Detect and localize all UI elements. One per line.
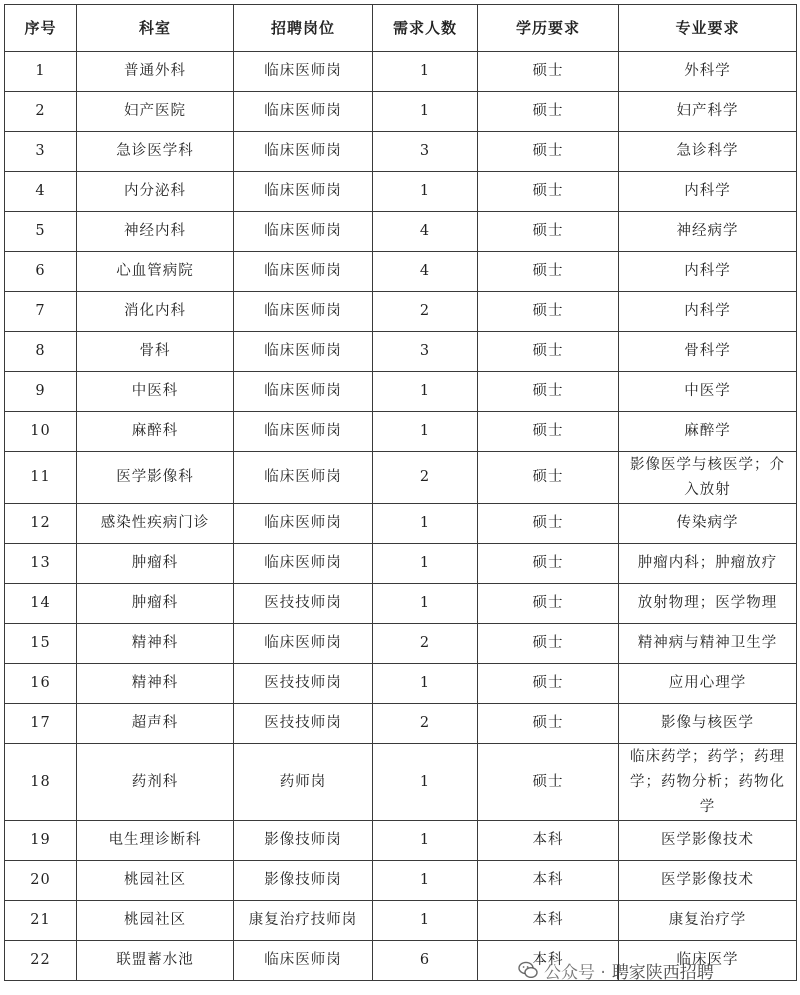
cell-index: 10 xyxy=(5,412,77,452)
cell-education: 本科 xyxy=(478,861,619,901)
table-body xyxy=(5,52,797,981)
cell-index: 21 xyxy=(5,901,77,941)
cell-headcount: 3 xyxy=(373,132,478,172)
cell-position: 康复治疗技师岗 xyxy=(234,901,373,941)
watermark-label: 公众号 · xyxy=(544,962,606,983)
cell-major: 骨科学 xyxy=(619,332,797,372)
header-department: 科室 xyxy=(77,5,234,52)
cell-department: 医学影像科 xyxy=(77,452,234,504)
table-row xyxy=(5,292,797,332)
cell-major: 妇产科学 xyxy=(619,92,797,132)
cell-major: 内科学 xyxy=(619,292,797,332)
cell-index: 8 xyxy=(5,332,77,372)
cell-headcount: 1 xyxy=(373,584,478,624)
cell-department: 骨科 xyxy=(77,332,234,372)
cell-position: 临床医师岗 xyxy=(234,212,373,252)
cell-major: 临床医学 xyxy=(619,941,797,981)
cell-major: 神经病学 xyxy=(619,212,797,252)
cell-position: 临床医师岗 xyxy=(234,412,373,452)
cell-index: 4 xyxy=(5,172,77,212)
table-row xyxy=(5,544,797,584)
cell-major: 传染病学 xyxy=(619,504,797,544)
cell-headcount: 1 xyxy=(373,744,478,821)
cell-index: 22 xyxy=(5,941,77,981)
header-index: 序号 xyxy=(5,5,77,52)
cell-index: 1 xyxy=(5,52,77,92)
cell-department: 妇产医院 xyxy=(77,92,234,132)
cell-education: 硕士 xyxy=(478,52,619,92)
cell-major: 临床药学；药学；药理学；药物分析；药物化学 xyxy=(619,744,797,821)
cell-headcount: 2 xyxy=(373,452,478,504)
cell-headcount: 2 xyxy=(373,624,478,664)
cell-education: 硕士 xyxy=(478,372,619,412)
cell-major: 康复治疗学 xyxy=(619,901,797,941)
cell-headcount: 1 xyxy=(373,664,478,704)
cell-headcount: 6 xyxy=(373,941,478,981)
cell-index: 6 xyxy=(5,252,77,292)
cell-department: 普通外科 xyxy=(77,52,234,92)
cell-position: 临床医师岗 xyxy=(234,172,373,212)
cell-index: 18 xyxy=(5,744,77,821)
cell-department: 内分泌科 xyxy=(77,172,234,212)
cell-index: 19 xyxy=(5,821,77,861)
cell-position: 临床医师岗 xyxy=(234,52,373,92)
cell-department: 急诊医学科 xyxy=(77,132,234,172)
cell-headcount: 4 xyxy=(373,212,478,252)
cell-headcount: 2 xyxy=(373,292,478,332)
watermark-account-name: 聘家陕西招聘 xyxy=(611,962,714,983)
cell-education: 硕士 xyxy=(478,212,619,252)
table-row xyxy=(5,901,797,941)
table-row xyxy=(5,624,797,664)
cell-position: 医技技师岗 xyxy=(234,704,373,744)
cell-index: 5 xyxy=(5,212,77,252)
cell-index: 13 xyxy=(5,544,77,584)
table-row xyxy=(5,504,797,544)
table-row xyxy=(5,372,797,412)
table-row xyxy=(5,52,797,92)
cell-department: 超声科 xyxy=(77,704,234,744)
cell-headcount: 1 xyxy=(373,861,478,901)
cell-headcount: 1 xyxy=(373,372,478,412)
cell-major: 麻醉学 xyxy=(619,412,797,452)
cell-education: 本科 xyxy=(478,821,619,861)
cell-index: 15 xyxy=(5,624,77,664)
cell-education: 硕士 xyxy=(478,584,619,624)
cell-position: 临床医师岗 xyxy=(234,252,373,292)
cell-headcount: 1 xyxy=(373,172,478,212)
cell-position: 临床医师岗 xyxy=(234,544,373,584)
cell-index: 3 xyxy=(5,132,77,172)
cell-major: 医学影像技术 xyxy=(619,861,797,901)
cell-headcount: 1 xyxy=(373,52,478,92)
cell-index: 17 xyxy=(5,704,77,744)
cell-department: 神经内科 xyxy=(77,212,234,252)
cell-department: 药剂科 xyxy=(77,744,234,821)
cell-education: 硕士 xyxy=(478,332,619,372)
table-row xyxy=(5,172,797,212)
cell-department: 桃园社区 xyxy=(77,901,234,941)
table-row xyxy=(5,744,797,821)
cell-index: 20 xyxy=(5,861,77,901)
cell-position: 临床医师岗 xyxy=(234,452,373,504)
cell-major: 肿瘤内科；肿瘤放疗 xyxy=(619,544,797,584)
cell-position: 医技技师岗 xyxy=(234,584,373,624)
header-education: 学历要求 xyxy=(478,5,619,52)
cell-education: 硕士 xyxy=(478,544,619,584)
cell-department: 感染性疾病门诊 xyxy=(77,504,234,544)
table-row xyxy=(5,92,797,132)
cell-education: 硕士 xyxy=(478,452,619,504)
cell-department: 精神科 xyxy=(77,664,234,704)
cell-department: 精神科 xyxy=(77,624,234,664)
cell-position: 临床医师岗 xyxy=(234,504,373,544)
cell-major: 精神病与精神卫生学 xyxy=(619,624,797,664)
cell-headcount: 3 xyxy=(373,332,478,372)
cell-education: 硕士 xyxy=(478,504,619,544)
cell-index: 9 xyxy=(5,372,77,412)
cell-education: 硕士 xyxy=(478,624,619,664)
cell-education: 硕士 xyxy=(478,744,619,821)
cell-position: 临床医师岗 xyxy=(234,332,373,372)
table-row xyxy=(5,132,797,172)
cell-major: 内科学 xyxy=(619,252,797,292)
header-major: 专业要求 xyxy=(619,5,797,52)
cell-department: 桃园社区 xyxy=(77,861,234,901)
cell-education: 硕士 xyxy=(478,132,619,172)
table-row xyxy=(5,861,797,901)
cell-headcount: 1 xyxy=(373,544,478,584)
cell-position: 临床医师岗 xyxy=(234,941,373,981)
cell-major: 中医学 xyxy=(619,372,797,412)
cell-index: 7 xyxy=(5,292,77,332)
cell-index: 11 xyxy=(5,452,77,504)
cell-major: 医学影像技术 xyxy=(619,821,797,861)
cell-education: 硕士 xyxy=(478,664,619,704)
table-row xyxy=(5,412,797,452)
cell-department: 肿瘤科 xyxy=(77,544,234,584)
cell-major: 影像与核医学 xyxy=(619,704,797,744)
cell-position: 临床医师岗 xyxy=(234,92,373,132)
cell-department: 电生理诊断科 xyxy=(77,821,234,861)
table-row xyxy=(5,584,797,624)
cell-major: 外科学 xyxy=(619,52,797,92)
cell-department: 麻醉科 xyxy=(77,412,234,452)
table-row xyxy=(5,664,797,704)
cell-headcount: 1 xyxy=(373,504,478,544)
cell-headcount: 1 xyxy=(373,901,478,941)
cell-position: 临床医师岗 xyxy=(234,624,373,664)
cell-headcount: 1 xyxy=(373,92,478,132)
cell-department: 中医科 xyxy=(77,372,234,412)
table-row xyxy=(5,212,797,252)
cell-position: 医技技师岗 xyxy=(234,664,373,704)
cell-education: 硕士 xyxy=(478,292,619,332)
cell-major: 急诊科学 xyxy=(619,132,797,172)
cell-education: 硕士 xyxy=(478,92,619,132)
cell-position: 临床医师岗 xyxy=(234,372,373,412)
cell-education: 本科 xyxy=(478,941,619,981)
cell-position: 临床医师岗 xyxy=(234,132,373,172)
cell-headcount: 2 xyxy=(373,704,478,744)
cell-headcount: 4 xyxy=(373,252,478,292)
cell-education: 硕士 xyxy=(478,704,619,744)
cell-department: 联盟蓄水池 xyxy=(77,941,234,981)
header-row xyxy=(5,5,797,52)
cell-major: 影像医学与核医学；介入放射 xyxy=(619,452,797,504)
table-row xyxy=(5,704,797,744)
cell-education: 本科 xyxy=(478,901,619,941)
table-row xyxy=(5,332,797,372)
cell-education: 硕士 xyxy=(478,252,619,292)
header-headcount: 需求人数 xyxy=(373,5,478,52)
recruitment-table xyxy=(4,4,797,981)
cell-index: 14 xyxy=(5,584,77,624)
wechat-icon xyxy=(518,960,538,980)
table-row xyxy=(5,452,797,504)
table-row xyxy=(5,252,797,292)
cell-index: 16 xyxy=(5,664,77,704)
cell-department: 消化内科 xyxy=(77,292,234,332)
cell-education: 硕士 xyxy=(478,172,619,212)
cell-position: 影像技师岗 xyxy=(234,861,373,901)
header-position: 招聘岗位 xyxy=(234,5,373,52)
cell-major: 内科学 xyxy=(619,172,797,212)
cell-position: 药师岗 xyxy=(234,744,373,821)
table-row xyxy=(5,821,797,861)
cell-index: 12 xyxy=(5,504,77,544)
cell-index: 2 xyxy=(5,92,77,132)
cell-headcount: 1 xyxy=(373,412,478,452)
cell-headcount: 1 xyxy=(373,821,478,861)
cell-position: 临床医师岗 xyxy=(234,292,373,332)
cell-major: 应用心理学 xyxy=(619,664,797,704)
cell-department: 肿瘤科 xyxy=(77,584,234,624)
watermark xyxy=(518,955,788,985)
cell-major: 放射物理；医学物理 xyxy=(619,584,797,624)
cell-department: 心血管病院 xyxy=(77,252,234,292)
cell-position: 影像技师岗 xyxy=(234,821,373,861)
cell-education: 硕士 xyxy=(478,412,619,452)
